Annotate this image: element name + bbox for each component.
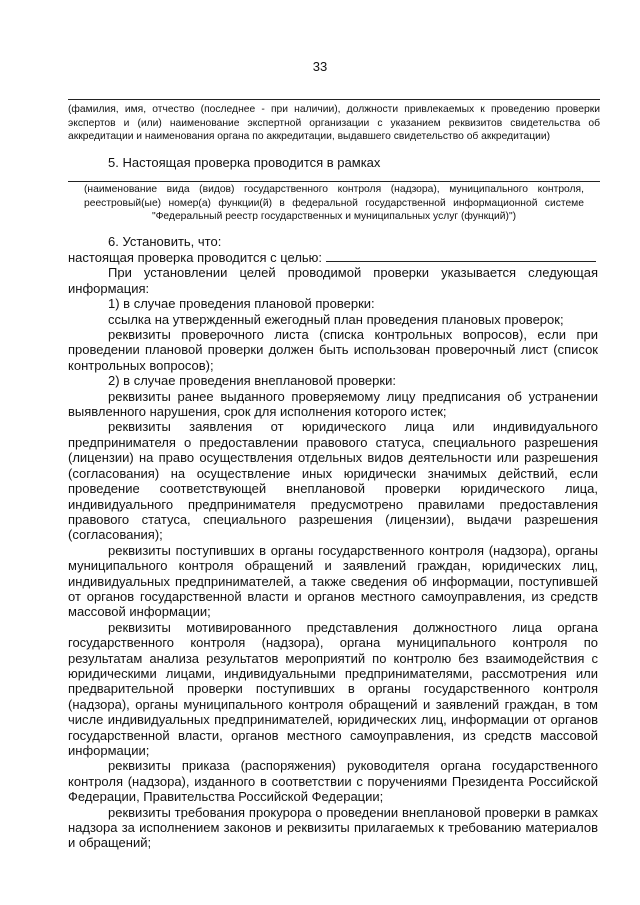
paragraph: 2) в случае проведения внеплановой проверки: [108, 373, 396, 389]
purpose-label: настоящая проверка проводится с целью: [68, 250, 323, 265]
paragraph: реквизиты поступивших в органы государственного контроля (надзора), органы муниципального контроля обращений и заявлений граждан, юридических лиц, индивидуальных предпринимателей, а также сведения об информации, поступившей от органов государственной власти и органов местного самоуправления, из средств массовой информации; [68, 542, 598, 620]
paragraph: реквизиты приказа (распоряжения) руководителя органа государственного контроля (надзора), изданного в соответствии с поручениями Президента Российской Федерации, Правительства Российской Федерации; [68, 758, 598, 805]
paragraph: реквизиты мотивированного представления должностного лица органа государственного контроля (надзора), органа муниципального контроля по результатам анализа результатов мероприятий по контролю без взаимодействия с юридическими лицами, индивидуальными предпринимателями, рассмотрения или предварительной проверки поступивших в органы государственного контроля (надзора), органы муниципального контроля обращений и заявлений граждан, в том числе индивидуальных предпринимателей, юридических лиц, информации от органов государственной власти, органов местного самоуправления, из средств массовой информации; [68, 619, 598, 758]
paragraph: При установлении целей проводимой проверки указывается следующая информация: [68, 265, 598, 296]
paragraph: реквизиты проверочного листа (списка контрольных вопросов), если при проведении плановой проверки должен быть использован проверочный лист (список контрольных вопросов); [68, 327, 598, 373]
control-fill-line [68, 181, 600, 182]
section-6-heading: 6. Установить, что: [108, 234, 222, 249]
paragraph: 1) в случае проведения плановой проверки: [108, 296, 375, 312]
page-number: 33 [312, 59, 328, 74]
body-text [68, 250, 598, 851]
control-note: (наименование вида (видов) государственного контроля (надзора), муниципального контроля, реестровый(ые) номер(а) функции(й) в федеральной государственной информационной системе "Федеральный реестр государственных и муниципальных услуг (функций)") [84, 184, 584, 222]
paragraph: реквизиты требования прокурора о проведении внеплановой проверки в рамках надзора за исполнением законов и реквизиты прилагаемых к требованию материалов и обращений; [68, 804, 598, 851]
purpose-fill-line [326, 250, 596, 262]
paragraph: реквизиты ранее выданного проверяемому лицу предписания об устранении выявленного нарушения, срок для исполнения которого истек; [68, 388, 598, 420]
paragraph: реквизиты заявления от юридического лица или индивидуального предпринимателя о предоставлении правового статуса, специального разрешения (лицензии) на право осуществления отдельных видов деятельности или разрешения (согласования) на осуществление иных юридически значимых действий, если проведение соответствующей внеплановой проверки юридического лица, индивидуального предпринимателя предусмотрено правилами предоставления правового статуса, специального разрешения (лицензии), выдачи разрешения (согласования); [68, 419, 598, 543]
experts-fill-line [68, 99, 600, 100]
experts-note: (фамилия, имя, отчество (последнее - при наличии), должности привлекаемых к проведению проверки экспертов и (или) наименование экспертной организации с указанием реквизитов свидетельства об аккредитации и наименования органа по аккредитации, выдавшего свидетельство об аккредитации) [68, 104, 600, 142]
section-5-heading: 5. Настоящая проверка проводится в рамках [108, 155, 381, 170]
paragraph: ссылка на утвержденный ежегодный план проведения плановых проверок; [108, 311, 564, 327]
